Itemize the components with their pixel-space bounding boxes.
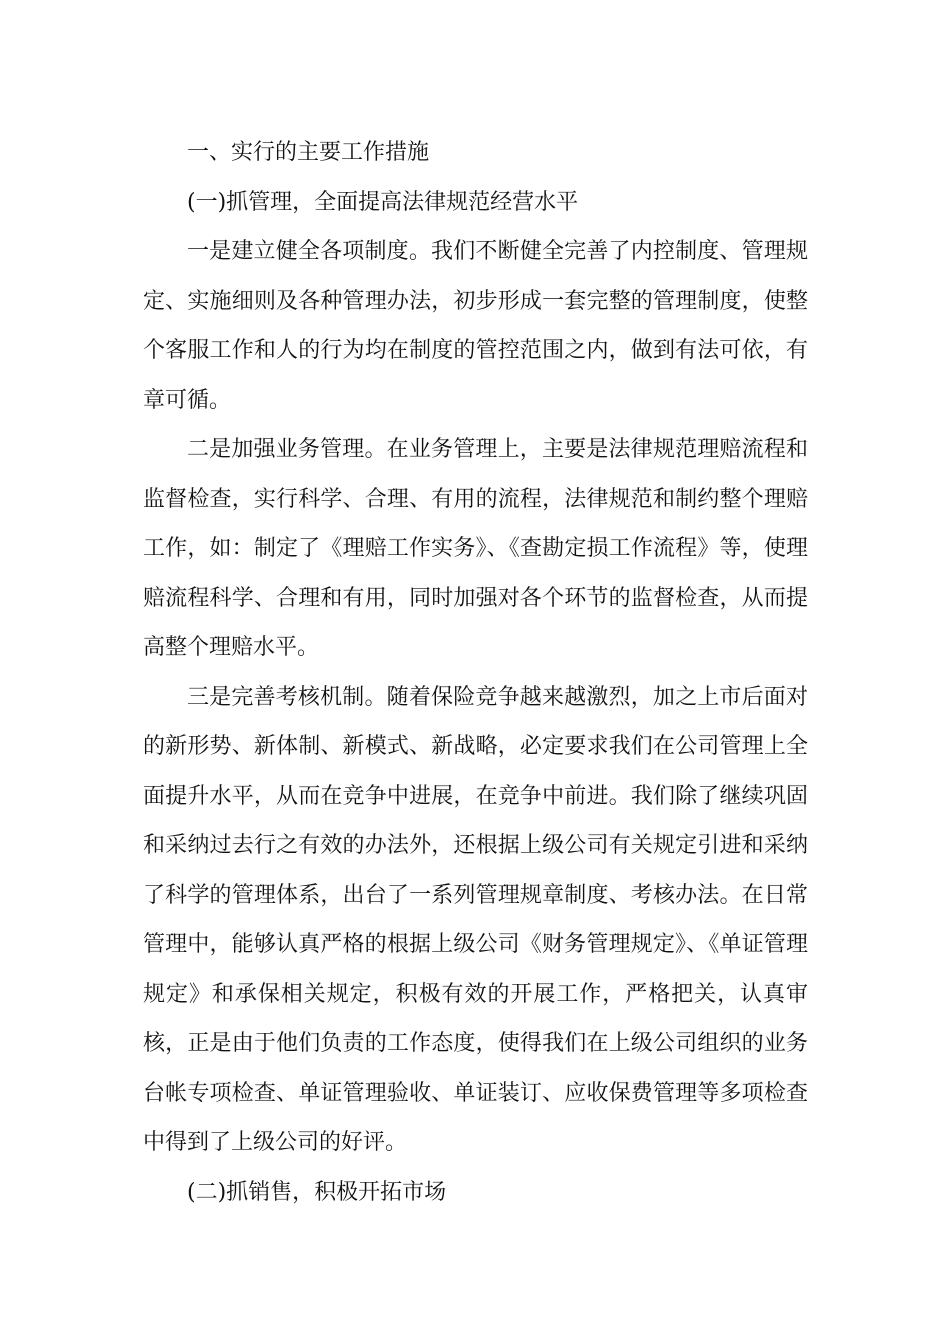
paragraph-assessment: 三是完善考核机制。随着保险竞争越来越激烈，加之上市后面对的新形势、新体制、新模式、新战略，必定要求我们在公司管理上全面提升水平，从而在竞争中进展，在竞争中前进。我们除了继续巩固和采纳过去行之有效的办法外，还根据上级公司有关规定引进和采纳了科学的管理体系，出台了一系列管理规章制度、考核办法。在日常管理中，能够认真严格的根据上级公司《财务管理规定》、《单证管理规定》和承保相关规定，积极有效的开展工作，严格把关，认真审核，正是由于他们负责的工作态度，使得我们在上级公司组织的业务台帐专项检查、单证管理验收、单证装订、应收保费管理等多项检查中得到了上级公司的好评。 [143,684,808,1155]
document-body [143,128,808,1217]
section-heading: 一、实行的主要工作措施 [187,140,430,165]
subsection-heading-management: (一)抓管理，全面提高法律规范经营水平 [187,189,579,215]
paragraph-systems: 一是建立健全各项制度。我们不断健全完善了内控制度、管理规定、实施细则及各种管理办法，初步形成一套完整的管理制度，使整个客服工作和人的行为均在制度的管控范围之内，做到有法可依，有章可循。 [143,239,808,413]
subsection-heading-sales: (二)抓销售，积极开拓市场 [187,1179,447,1205]
paragraph-business-management: 二是加强业务管理。在业务管理上，主要是法律规范理赔流程和监督检查，实行科学、合理、有用的流程，法律规范和制约整个理赔工作，如：制定了《理赔工作实务》、《查勘定损工作流程》等，使理赔流程科学、合理和有用，同时加强对各个环节的监督检查，从而提高整个理赔水平。 [143,437,808,660]
